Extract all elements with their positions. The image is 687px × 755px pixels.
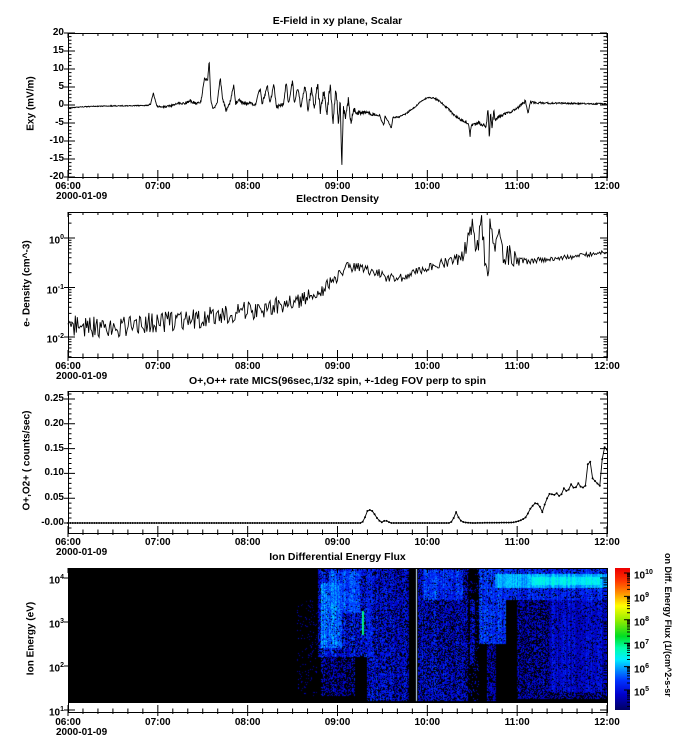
panel-frame	[69, 213, 608, 358]
y-tick-label: -20	[49, 171, 64, 182]
x-tick-label: 10:00	[414, 537, 441, 548]
colorbar-tick-label: $10^6$	[634, 662, 650, 675]
x-tick-label: 06:00	[55, 181, 81, 192]
panel4-y-axis-label: Ion Energy (eV)	[25, 601, 37, 676]
y-tick-label: $10^{-1}$	[46, 283, 64, 296]
x-tick-label: 07:00	[145, 361, 171, 372]
x-tick-label: 10:00	[414, 717, 441, 728]
panel3-title: O+,O++ rate MICS(96sec,1/32 spin, +-1deg FOV perp to spin	[188, 375, 486, 387]
y-tick-label: -5	[55, 117, 64, 128]
y-tick-label: $10^2$	[48, 662, 64, 675]
panel4-title: Ion Differential Energy Flux	[269, 551, 406, 563]
x-tick-label: 09:00	[324, 717, 351, 728]
y-tick-label: 0.15	[44, 442, 64, 454]
x-tick-label: 11:00	[504, 537, 530, 548]
oplus-series-markers	[67, 446, 608, 524]
y-tick-label: 15	[52, 45, 64, 56]
colorbar-tick-label: $10^5$	[634, 686, 650, 699]
x-tick-label: 10:00	[414, 181, 441, 192]
panel2-title: Electron Density	[296, 193, 379, 205]
y-tick-label: $10^0$	[48, 234, 64, 247]
x-tick-label: 12:00	[594, 717, 620, 728]
x-tick-label: 06:00	[55, 361, 81, 372]
x-tick-label: 12:00	[594, 361, 620, 372]
panel1-title: E-Field in xy plane, Scalar	[272, 15, 403, 27]
y-tick-label: $10^1$	[48, 706, 64, 719]
y-tick-label: 0.20	[44, 417, 64, 429]
efield-series	[68, 63, 607, 165]
colorbar-tick-label: $10^9$	[634, 592, 650, 605]
colorbar-tick-label: $10^8$	[634, 615, 650, 629]
y-tick-label: $10^3$	[48, 618, 64, 631]
x-axis-ticks	[68, 212, 607, 361]
colorbar-axis-label: on Diff. Energy Flux (1/(cm^2-s-sr	[663, 553, 673, 697]
y-tick-label: -0.00	[41, 517, 64, 528]
y-tick-label: 5	[58, 81, 64, 92]
x-tick-label: 11:00	[504, 361, 530, 372]
y-tick-label: 0.10	[44, 467, 64, 479]
panel3-y-axis-label: O+,O2+ ( counts/sec)	[21, 410, 33, 511]
panel2-y-axis-label: e- Density (cm^-3)	[21, 240, 33, 327]
x-tick-label: 08:00	[234, 537, 261, 548]
x-tick-label: 11:00	[504, 717, 530, 728]
x-axis-ticks	[68, 568, 607, 716]
x-tick-label: 07:00	[145, 717, 171, 728]
colorbar-tick-label: $10^7$	[634, 639, 650, 652]
y-tick-label: 0.25	[44, 393, 64, 404]
panel1-date-label: 2000-01-09	[56, 191, 108, 202]
y-tick-label: 10	[52, 63, 64, 74]
x-tick-label: 12:00	[594, 181, 620, 192]
y-tick-label: 0	[58, 99, 64, 110]
y-tick-label: 0.05	[44, 492, 64, 504]
x-tick-label: 11:00	[504, 181, 530, 192]
x-tick-label: 08:00	[234, 181, 261, 192]
x-axis-ticks	[68, 391, 607, 537]
oplus-series	[68, 447, 607, 523]
colorbar-tick-label: $10^{10}$	[634, 569, 653, 582]
y-axis-ticks	[64, 214, 607, 356]
x-tick-label: 08:00	[234, 361, 261, 372]
panel3-date-label: 2000-01-09	[56, 547, 108, 558]
x-tick-label: 08:00	[234, 717, 261, 728]
x-tick-label: 12:00	[594, 537, 620, 548]
x-tick-label: 07:00	[145, 537, 171, 548]
panel-frame	[69, 569, 608, 713]
panel1-y-axis-label: Exy (mV/m)	[25, 76, 37, 131]
x-tick-label: 09:00	[324, 181, 351, 192]
y-axis-ticks	[64, 394, 607, 528]
y-tick-label: -15	[49, 153, 64, 164]
edensity-series	[68, 215, 607, 337]
y-tick-label: $10^4$	[48, 574, 64, 587]
y-tick-label: -10	[49, 135, 64, 146]
y-tick-label: $10^{-2}$	[46, 333, 64, 346]
panel-frame	[69, 392, 608, 534]
x-tick-label: 10:00	[414, 361, 441, 372]
panel2-date-label: 2000-01-09	[56, 371, 108, 382]
x-tick-label: 09:00	[324, 537, 351, 548]
y-axis-ticks	[64, 578, 607, 710]
x-tick-label: 06:00	[55, 537, 81, 548]
x-tick-label: 07:00	[145, 181, 171, 192]
colorbar-ticks	[624, 573, 630, 706]
x-tick-label: 09:00	[324, 361, 351, 372]
panel4-date-label: 2000-01-09	[56, 727, 108, 738]
x-tick-label: 06:00	[55, 717, 81, 728]
y-tick-label: 20	[52, 27, 64, 38]
